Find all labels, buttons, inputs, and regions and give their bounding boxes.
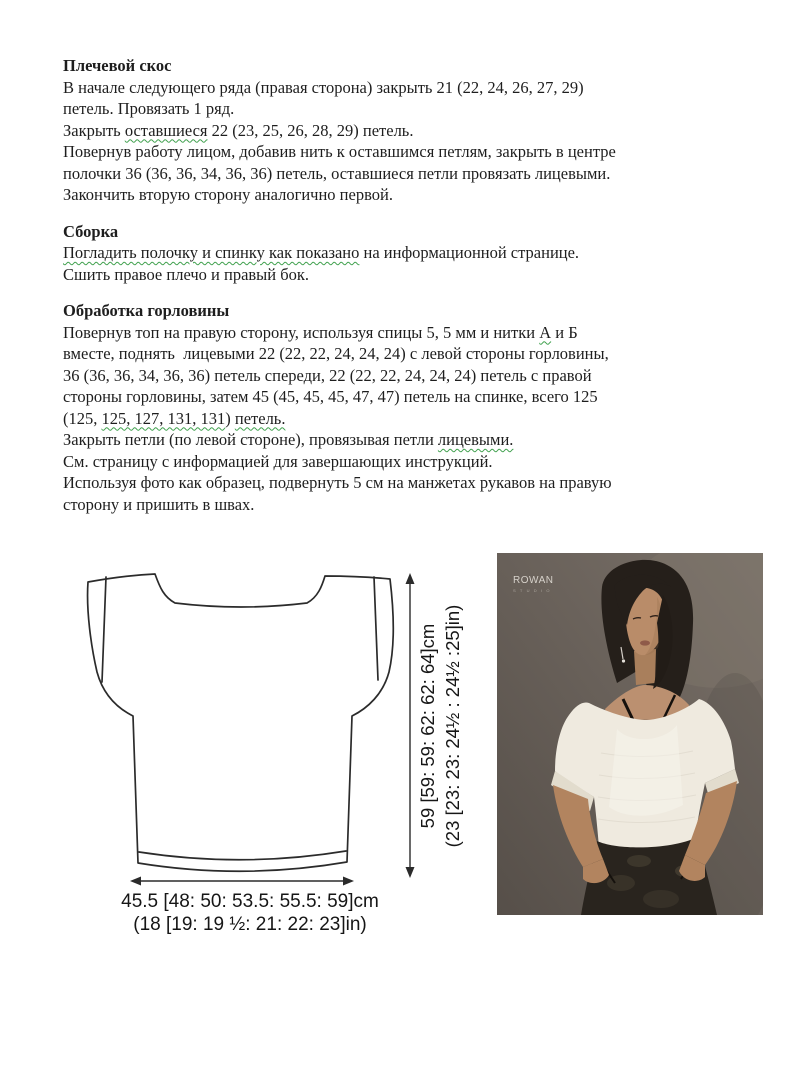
brand-logo-sub: S T U D I O <box>513 588 552 593</box>
text-run: В начале следующего ряда (правая сторона) закрыть 21 (22, 24, 26, 27, 29) <box>63 77 584 97</box>
text-run: 22 (23, 25, 26, 28, 29) петель. <box>207 120 414 140</box>
height-arrow-top-head <box>406 573 415 584</box>
text-run: стороны горловины, затем 45 (45, 45, 45, 47, 47) петель на спинке, всего 125 <box>63 387 598 406</box>
instruction-line <box>63 141 688 163</box>
instruction-line <box>63 264 688 286</box>
text-run: 36 (36, 36, 34, 36, 36) петель спереди, 22 (22, 22, 24, 24, 24) петель с правой <box>63 365 592 385</box>
text-run: полочки 36 (36, 36, 34, 36, 36) петель, оставшиеся петли провязать лицевыми. <box>63 163 611 183</box>
text-run: Сшить правое плечо и правый бок. <box>63 264 310 284</box>
text-run: Повернув топ на правую сторону, используя спицы 5, 5 мм и нитки <box>63 322 540 342</box>
instruction-line <box>63 386 688 408</box>
instruction-line <box>63 120 688 142</box>
instruction-line <box>63 429 688 451</box>
section-heading: Обработка горловины <box>63 301 230 320</box>
instruction-line <box>63 451 688 473</box>
height-label-in: (23 [23: 23: 24½ : 24½ :25]in) <box>442 604 463 848</box>
width-label-in: (18 [19: 19 ½: 21: 22: 23]in) <box>133 914 367 935</box>
misspelled-word: оставшиеся <box>124 120 208 140</box>
section-heading: Плечевой скос <box>63 56 172 75</box>
pants-pattern-2 <box>643 890 679 908</box>
text-run: на информационной странице. <box>359 243 580 262</box>
misspelled-word: 125, 127, 131, 131 <box>101 408 226 428</box>
text-run: петель. Провязать 1 ряд. <box>63 99 235 118</box>
text-run: и Б <box>551 322 578 342</box>
instruction-line <box>63 184 688 206</box>
instruction-line <box>63 322 688 344</box>
text-run: Закрыть петли (по левой стороне), провязывая петли <box>63 430 438 449</box>
instructions <box>63 55 688 515</box>
text-run: сторону и пришить в швах. <box>63 494 255 514</box>
text-run: Используя фото как образец, подвернуть 5 см на манжетах рукавов на правую <box>63 473 612 492</box>
text-run: Повернув работу лицом, добавив нить к оставшимся петлям, закрыть в центре <box>63 142 616 161</box>
model-lips <box>640 640 650 645</box>
misspelled-word: Погладить полочку и спинку как показано <box>63 243 360 262</box>
instruction-line <box>63 242 688 264</box>
width-arrow-left-head <box>130 877 141 886</box>
instruction-line <box>63 163 688 185</box>
height-label-cm: 59 [59: 59: 62: 62: 64]cm <box>417 623 438 829</box>
instruction-line <box>63 98 688 120</box>
misspelled-word: А <box>539 322 552 342</box>
instruction-line <box>63 472 688 494</box>
instruction-line <box>63 408 688 430</box>
misspelled-word: лицевыми. <box>437 430 514 449</box>
text-run: ) <box>225 408 235 428</box>
text-run: Закрыть <box>63 120 125 140</box>
hem-line <box>139 851 346 860</box>
garment-schematic <box>60 550 480 950</box>
left-cuff-line <box>102 577 106 682</box>
width-arrow-right-head <box>343 877 354 886</box>
pattern-section <box>63 300 688 515</box>
misspelled-word: петель. <box>234 408 286 428</box>
text-run: См. страницу с информацией для завершающих инструкций. <box>63 451 493 471</box>
earring-drop <box>622 659 625 662</box>
right-cuff-line <box>374 577 378 680</box>
pants-pattern-4 <box>627 855 651 867</box>
instruction-line <box>63 343 688 365</box>
instruction-line <box>63 365 688 387</box>
instruction-line <box>63 77 688 99</box>
garment-outline <box>88 574 394 871</box>
text-run: Закончить вторую сторону аналогично первой. <box>63 185 393 204</box>
instruction-line <box>63 494 688 516</box>
text-run: вместе, поднять лицевыми 22 (22, 22, 24, 24, 24) с левой стороны горловины, <box>63 344 609 363</box>
brand-logo: ROWAN <box>513 575 554 586</box>
width-label-cm: 45.5 [48: 50: 53.5: 55.5: 59]cm <box>121 891 379 912</box>
pattern-section <box>63 55 688 206</box>
model-photo <box>497 553 763 915</box>
pattern-section <box>63 221 688 286</box>
text-run: (125, <box>63 408 102 428</box>
height-arrow-bottom-head <box>406 867 415 878</box>
section-heading: Сборка <box>63 221 119 241</box>
